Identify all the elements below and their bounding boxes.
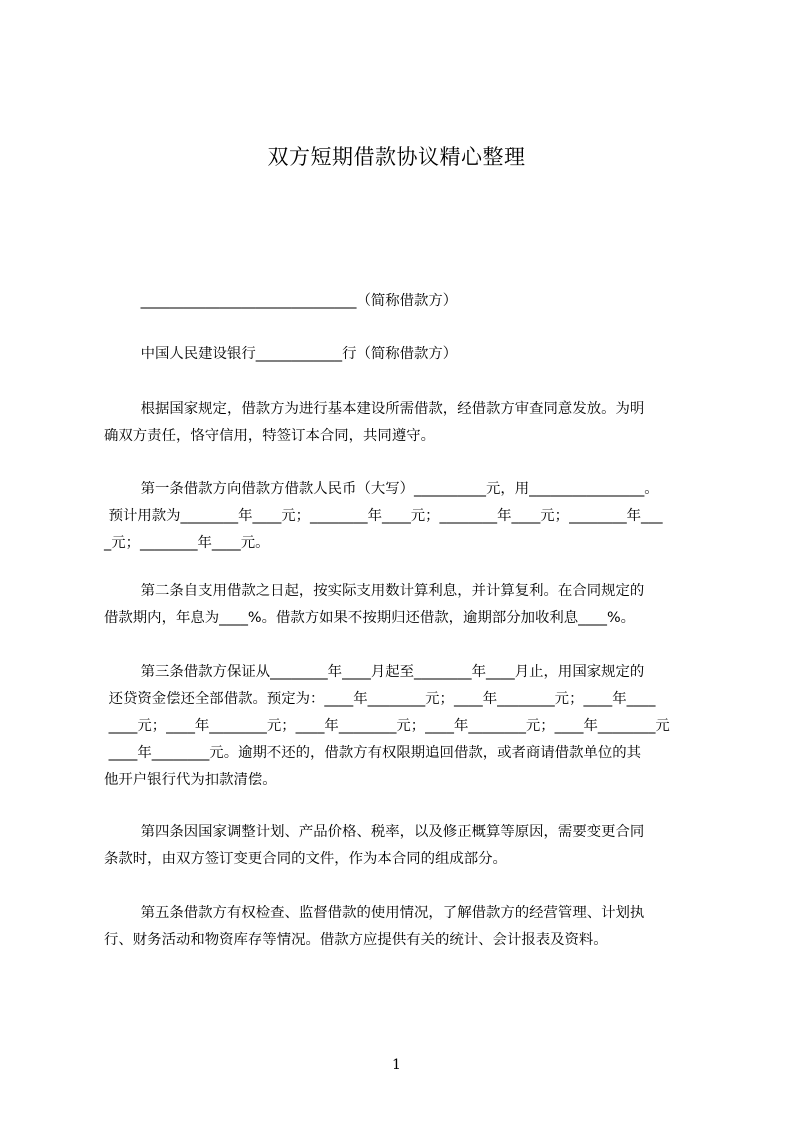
article5-line-1: 第五条借款方有权检查、监督借款的使用情况，了解借款方的经营管理、计划执 <box>104 905 645 921</box>
lender-party-line: ______________________________（简称借款方） <box>104 293 458 309</box>
preamble-line-1: 根据国家规定，借款方为进行基本建设所需借款，经借款方审查同意发放。为明 <box>104 401 645 417</box>
article3-line-4: ____年________元。逾期不还的，借款方有权限期追回借款，或者商请借款单位的其 <box>104 745 642 761</box>
article3-line-5: 他开户银行代为扣款清偿。 <box>104 772 277 788</box>
bank-party-line: 中国人民建设银行____________行（简称借款方） <box>104 346 458 362</box>
article1-line-2: 预计用款为________年____元；________年____元；________年____元；________年___ <box>104 508 663 524</box>
article3-line-2: 还贷资金偿还全部借款。预定为：____年________元；____年________元；____年____ <box>104 691 656 707</box>
article1-line-3: _元；________年____元。 <box>104 535 270 551</box>
document-title: 双方短期借款协议精心整理 <box>267 145 526 169</box>
preamble-line-2: 确双方责任，恪守信用，特签订本合同，共同遵守。 <box>104 428 435 444</box>
article4-line-1: 第四条因国家调整计划、产品价格、税率，以及修正概算等原因，需要变更合同 <box>104 824 645 840</box>
article4-line-2: 条款时，由双方签订变更合同的文件，作为本合同的组成部分。 <box>104 851 507 867</box>
article5-line-2: 行、财务活动和物资库存等情况。借款方应提供有关的统计、会计报表及资料。 <box>104 932 608 948</box>
article3-line-1: 第三条借款方保证从________年____月起至________年____月止，用国家规定的 <box>104 664 645 680</box>
article1-line-1: 第一条借款方向借款方借款人民币（大写）__________元，用________________。 <box>104 481 659 497</box>
article2-line-1: 第二条自支用借款之日起，按实际支用数计算利息，并计算复利。在合同规定的 <box>104 583 645 599</box>
page-number: 1 <box>392 1057 401 1073</box>
article3-line-3: ____元；____年________元；____年________元；____年________元；____年________元 <box>104 718 670 734</box>
article2-line-2: 借款期内，年息为____%。借款方如果不按期归还借款，逾期部分加收利息____%。 <box>104 610 636 626</box>
